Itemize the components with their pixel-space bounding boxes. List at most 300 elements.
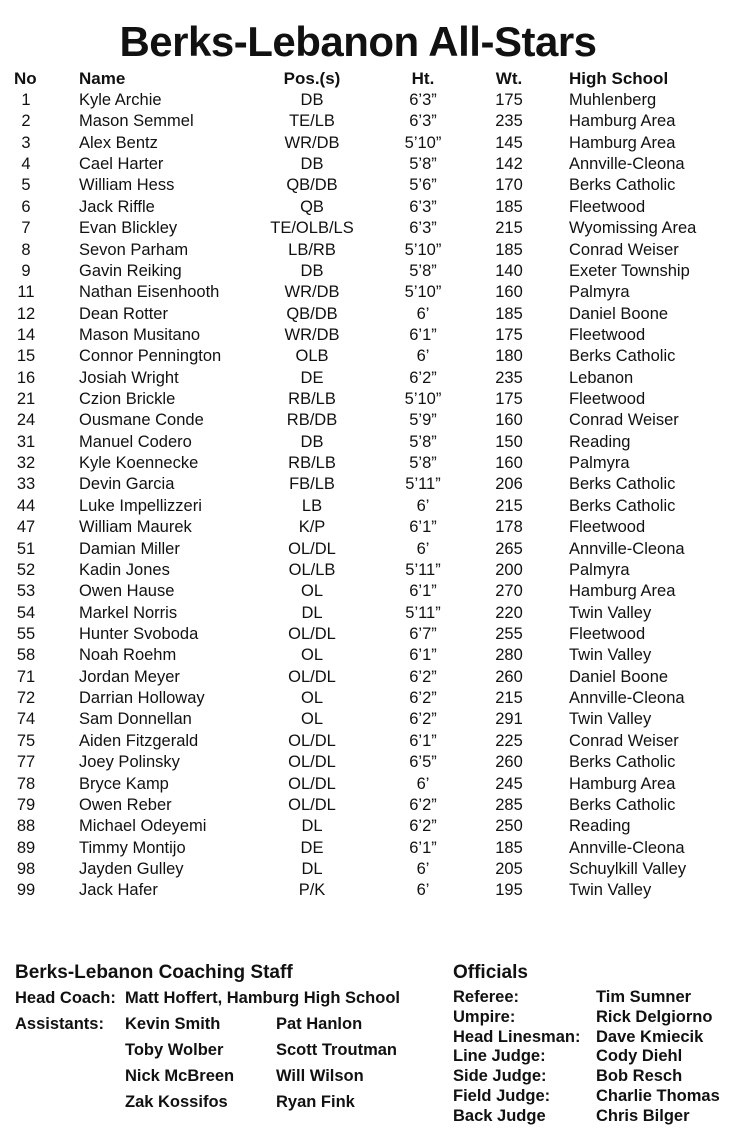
player-weight: 220 bbox=[495, 603, 523, 622]
player-height: 6’1” bbox=[409, 582, 437, 601]
official-row bbox=[453, 1106, 690, 1127]
player-school: Berks Catholic bbox=[569, 496, 676, 515]
player-school: Hamburg Area bbox=[569, 112, 676, 131]
player-name: Cael Harter bbox=[79, 155, 164, 174]
player-position: DE bbox=[300, 838, 324, 857]
player-weight: 215 bbox=[495, 219, 523, 238]
player-school: Muhlenberg bbox=[569, 91, 657, 109]
player-weight: 260 bbox=[495, 753, 523, 772]
player-weight: 205 bbox=[495, 859, 523, 878]
header-pos: Pos.(s) bbox=[283, 69, 341, 88]
table-row bbox=[0, 603, 750, 624]
player-number: 21 bbox=[16, 390, 36, 409]
player-school: Fleetwood bbox=[569, 197, 646, 216]
player-height: 5’10” bbox=[404, 240, 442, 259]
player-number: 15 bbox=[16, 347, 36, 366]
player-height: 6’2” bbox=[409, 667, 437, 686]
official-role: Referee: bbox=[453, 988, 520, 1006]
player-name: Owen Reber bbox=[79, 795, 172, 814]
player-position: DL bbox=[301, 817, 323, 836]
official-role: Umpire: bbox=[453, 1007, 516, 1026]
player-name: Joey Polinsky bbox=[79, 753, 180, 772]
player-school: Schuylkill Valley bbox=[569, 859, 687, 878]
table-row bbox=[0, 111, 750, 132]
player-weight: 180 bbox=[495, 347, 523, 366]
table-row bbox=[0, 197, 750, 218]
player-name: Luke Impellizzeri bbox=[79, 496, 202, 515]
player-name: Mason Semmel bbox=[79, 112, 194, 131]
player-name: Kyle Archie bbox=[79, 91, 162, 109]
player-position: DB bbox=[300, 91, 324, 109]
player-name: Josiah Wright bbox=[79, 368, 179, 387]
player-position: LB/RB bbox=[288, 240, 336, 259]
table-row bbox=[0, 368, 750, 389]
player-weight: 175 bbox=[495, 91, 523, 109]
player-school: Annville-Cleona bbox=[569, 539, 685, 558]
player-height: 6’2” bbox=[409, 795, 437, 814]
player-position: QB bbox=[300, 197, 324, 216]
table-row bbox=[0, 282, 750, 303]
player-weight: 185 bbox=[495, 304, 523, 323]
player-position: OL bbox=[300, 710, 323, 729]
player-weight: 255 bbox=[495, 624, 523, 643]
table-row bbox=[0, 133, 750, 154]
player-school: Daniel Boone bbox=[569, 667, 669, 686]
player-school: Fleetwood bbox=[569, 624, 646, 643]
assistants-label: Assistants: bbox=[15, 1015, 104, 1033]
player-position: K/P bbox=[298, 518, 326, 537]
player-number: 33 bbox=[16, 475, 36, 494]
player-name: Kadin Jones bbox=[79, 560, 170, 579]
player-name: Devin Garcia bbox=[79, 475, 175, 494]
player-number: 99 bbox=[16, 881, 36, 900]
table-row bbox=[0, 154, 750, 175]
player-weight: 206 bbox=[495, 475, 523, 494]
table-row bbox=[0, 304, 750, 325]
player-number: 98 bbox=[16, 859, 36, 878]
player-name: Bryce Kamp bbox=[79, 774, 169, 793]
player-name: Jayden Gulley bbox=[79, 859, 184, 878]
assistant-coach: Pat Hanlon bbox=[276, 1015, 363, 1033]
player-weight: 160 bbox=[495, 411, 523, 430]
player-school: Berks Catholic bbox=[569, 347, 676, 366]
player-position: DL bbox=[301, 603, 323, 622]
player-name: Noah Roehm bbox=[79, 646, 177, 665]
official-role: Side Judge: bbox=[453, 1067, 547, 1086]
player-number: 12 bbox=[16, 304, 36, 323]
player-name: Dean Rotter bbox=[79, 304, 168, 323]
player-school: Palmyra bbox=[569, 283, 630, 302]
player-name: Aiden Fitzgerald bbox=[79, 731, 199, 750]
player-weight: 280 bbox=[495, 646, 523, 665]
player-weight: 185 bbox=[495, 240, 523, 259]
player-school: Annville-Cleona bbox=[569, 838, 685, 857]
table-row bbox=[0, 410, 750, 431]
player-number: 3 bbox=[21, 133, 31, 152]
table-row bbox=[0, 496, 750, 517]
player-name: Sam Donnellan bbox=[79, 710, 192, 729]
officials-list bbox=[453, 988, 720, 1127]
table-row bbox=[0, 346, 750, 367]
player-weight: 160 bbox=[495, 283, 523, 302]
player-number: 1 bbox=[21, 91, 31, 109]
player-school: Fleetwood bbox=[569, 325, 646, 344]
player-height: 6’2” bbox=[409, 689, 437, 708]
player-number: 79 bbox=[16, 795, 36, 814]
table-row bbox=[0, 453, 750, 474]
head-coach-name: Matt Hoffert, Hamburg High School bbox=[125, 989, 400, 1007]
player-weight: 250 bbox=[495, 817, 523, 836]
player-school: Twin Valley bbox=[569, 603, 652, 622]
official-row bbox=[453, 1027, 704, 1048]
player-name: Michael Odeyemi bbox=[79, 817, 207, 836]
table-row bbox=[0, 218, 750, 239]
table-row bbox=[0, 474, 750, 495]
player-name: Czion Brickle bbox=[79, 390, 176, 409]
player-height: 6’ bbox=[416, 304, 430, 323]
player-height: 6’3” bbox=[409, 91, 437, 109]
player-school: Wyomissing Area bbox=[569, 219, 697, 238]
player-school: Daniel Boone bbox=[569, 304, 669, 323]
player-number: 4 bbox=[21, 155, 31, 174]
player-name: William Maurek bbox=[79, 518, 192, 537]
header-no: No bbox=[14, 69, 37, 88]
roster-header-row bbox=[0, 67, 750, 90]
player-weight: 170 bbox=[495, 176, 523, 195]
assistant-coach: Scott Troutman bbox=[276, 1041, 398, 1059]
player-height: 6’2” bbox=[409, 368, 437, 387]
player-number: 8 bbox=[21, 240, 31, 259]
player-weight: 175 bbox=[495, 325, 523, 344]
player-position: OL/DL bbox=[288, 774, 336, 793]
player-school: Hamburg Area bbox=[569, 774, 676, 793]
player-name: Kyle Koennecke bbox=[79, 454, 199, 473]
table-row bbox=[0, 859, 750, 880]
player-position: OL/DL bbox=[288, 795, 336, 814]
player-number: 78 bbox=[16, 774, 36, 793]
official-name: Dave Kmiecik bbox=[596, 1027, 704, 1046]
player-number: 72 bbox=[16, 689, 36, 708]
roster-rows bbox=[0, 90, 750, 902]
table-row bbox=[0, 667, 750, 688]
player-number: 52 bbox=[16, 560, 36, 579]
head-coach-label: Head Coach: bbox=[15, 989, 116, 1007]
player-number: 58 bbox=[16, 646, 36, 665]
official-name: Charlie Thomas bbox=[596, 1086, 720, 1105]
player-name: William Hess bbox=[79, 176, 175, 195]
player-name: Darrian Holloway bbox=[79, 689, 205, 708]
player-number: 2 bbox=[21, 112, 31, 131]
player-position: OL/DL bbox=[288, 539, 336, 558]
player-name: Damian Miller bbox=[79, 539, 180, 558]
player-school: Fleetwood bbox=[569, 518, 646, 537]
table-row bbox=[0, 261, 750, 282]
player-name: Connor Pennington bbox=[79, 347, 222, 366]
staff-title: Berks-Lebanon Coaching Staff bbox=[15, 962, 293, 983]
table-row bbox=[0, 774, 750, 795]
player-weight: 185 bbox=[495, 838, 523, 857]
table-row bbox=[0, 816, 750, 837]
official-role: Line Judge: bbox=[453, 1047, 546, 1066]
table-row bbox=[0, 581, 750, 602]
player-number: 53 bbox=[16, 582, 36, 601]
player-weight: 185 bbox=[495, 197, 523, 216]
player-height: 5’11” bbox=[405, 475, 441, 494]
assistant-coach: Will Wilson bbox=[276, 1067, 364, 1085]
player-height: 6’7” bbox=[409, 624, 437, 643]
player-height: 6’3” bbox=[409, 112, 437, 131]
player-weight: 260 bbox=[495, 667, 523, 686]
player-name: Mason Musitano bbox=[79, 325, 201, 344]
player-number: 44 bbox=[16, 496, 36, 515]
player-school: Twin Valley bbox=[569, 881, 652, 900]
assistant-coach: Toby Wolber bbox=[125, 1041, 224, 1059]
player-weight: 142 bbox=[495, 155, 523, 174]
official-row bbox=[453, 988, 692, 1008]
official-name: Bob Resch bbox=[596, 1067, 683, 1086]
player-name: Gavin Reiking bbox=[79, 261, 182, 280]
player-position: WR/DB bbox=[284, 325, 340, 344]
player-height: 6’ bbox=[416, 496, 430, 515]
player-school: Conrad Weiser bbox=[569, 731, 679, 750]
page-title: Berks-Lebanon All-Stars bbox=[119, 18, 597, 65]
assistant-coach: Kevin Smith bbox=[125, 1015, 221, 1033]
player-school: Lebanon bbox=[569, 368, 634, 387]
player-height: 6’2” bbox=[409, 817, 437, 836]
player-position: OL bbox=[300, 582, 323, 601]
table-row bbox=[0, 90, 750, 111]
table-row bbox=[0, 389, 750, 410]
player-weight: 285 bbox=[495, 795, 523, 814]
player-number: 6 bbox=[21, 197, 31, 216]
player-number: 32 bbox=[16, 454, 36, 473]
player-number: 47 bbox=[16, 518, 36, 537]
player-school: Exeter Township bbox=[569, 261, 690, 280]
player-name: Sevon Parham bbox=[79, 240, 189, 259]
player-name: Ousmane Conde bbox=[79, 411, 204, 430]
table-row bbox=[0, 752, 750, 773]
player-position: LB bbox=[301, 496, 323, 515]
player-position: FB/LB bbox=[289, 475, 335, 494]
player-weight: 225 bbox=[495, 731, 523, 750]
table-row bbox=[0, 838, 750, 859]
player-position: OL bbox=[300, 646, 323, 665]
player-name: Alex Bentz bbox=[79, 133, 158, 152]
player-position: WR/DB bbox=[284, 283, 340, 302]
official-role: Head Linesman: bbox=[453, 1027, 581, 1046]
official-row bbox=[453, 1067, 683, 1087]
player-name: Markel Norris bbox=[79, 603, 178, 622]
player-position: TE/OLB/LS bbox=[270, 219, 354, 238]
player-position: OL bbox=[300, 689, 323, 708]
player-weight: 160 bbox=[495, 454, 523, 473]
player-height: 5’8” bbox=[409, 155, 437, 174]
official-row bbox=[453, 1047, 683, 1067]
table-row bbox=[0, 539, 750, 560]
player-position: DL bbox=[301, 859, 323, 878]
player-position: OL/DL bbox=[288, 753, 336, 772]
player-weight: 235 bbox=[495, 368, 523, 387]
player-school: Conrad Weiser bbox=[569, 411, 679, 430]
player-weight: 175 bbox=[495, 390, 523, 409]
official-name: Tim Sumner bbox=[596, 988, 692, 1006]
table-row bbox=[0, 175, 750, 196]
player-height: 6’ bbox=[416, 881, 430, 900]
player-school: Reading bbox=[569, 432, 631, 451]
header-name: Name bbox=[79, 69, 126, 88]
player-school: Hamburg Area bbox=[569, 133, 676, 152]
player-position: RB/LB bbox=[288, 390, 336, 409]
player-number: 16 bbox=[16, 368, 36, 387]
player-height: 6’3” bbox=[409, 197, 437, 216]
player-number: 77 bbox=[16, 753, 36, 772]
player-school: Berks Catholic bbox=[569, 795, 676, 814]
player-number: 24 bbox=[16, 411, 36, 430]
player-school: Annville-Cleona bbox=[569, 689, 685, 708]
player-position: P/K bbox=[298, 881, 326, 900]
official-row bbox=[453, 1007, 713, 1028]
player-number: 7 bbox=[21, 219, 31, 238]
player-position: RB/LB bbox=[288, 454, 336, 473]
player-height: 6’1” bbox=[409, 731, 437, 750]
player-height: 6’1” bbox=[409, 325, 437, 344]
table-row bbox=[0, 688, 750, 709]
player-school: Twin Valley bbox=[569, 710, 652, 729]
player-weight: 245 bbox=[495, 774, 523, 793]
player-number: 88 bbox=[16, 817, 36, 836]
player-number: 74 bbox=[16, 710, 36, 729]
player-school: Conrad Weiser bbox=[569, 240, 679, 259]
table-row bbox=[0, 709, 750, 730]
player-weight: 178 bbox=[495, 518, 523, 537]
player-school: Berks Catholic bbox=[569, 475, 676, 494]
player-school: Palmyra bbox=[569, 454, 630, 473]
player-height: 6’1” bbox=[409, 646, 437, 665]
player-weight: 195 bbox=[495, 881, 523, 900]
player-name: Manuel Codero bbox=[79, 432, 192, 451]
player-number: 75 bbox=[16, 731, 36, 750]
player-name: Timmy Montijo bbox=[79, 838, 186, 857]
player-number: 11 bbox=[17, 283, 35, 302]
player-school: Berks Catholic bbox=[569, 176, 676, 195]
table-row bbox=[0, 880, 750, 901]
header-ht: Ht. bbox=[411, 69, 435, 88]
player-school: Hamburg Area bbox=[569, 582, 676, 601]
player-height: 6’1” bbox=[409, 838, 437, 857]
player-number: 31 bbox=[16, 432, 36, 451]
player-number: 71 bbox=[16, 667, 36, 686]
player-weight: 150 bbox=[495, 432, 523, 451]
player-school: Palmyra bbox=[569, 560, 630, 579]
player-number: 9 bbox=[21, 261, 31, 280]
player-position: OLB bbox=[295, 347, 329, 366]
player-height: 5’11” bbox=[405, 560, 441, 579]
player-name: Jordan Meyer bbox=[79, 667, 180, 686]
player-weight: 265 bbox=[495, 539, 523, 558]
player-position: OL/DL bbox=[288, 731, 336, 750]
player-number: 51 bbox=[16, 539, 36, 558]
player-name: Evan Blickley bbox=[79, 219, 178, 238]
player-number: 54 bbox=[16, 603, 36, 622]
assistant-coach: Nick McBreen bbox=[125, 1067, 235, 1085]
table-row bbox=[0, 645, 750, 666]
header-school: High School bbox=[569, 69, 669, 88]
table-row bbox=[0, 731, 750, 752]
player-name: Hunter Svoboda bbox=[79, 624, 199, 643]
player-school: Berks Catholic bbox=[569, 753, 676, 772]
table-row bbox=[0, 432, 750, 453]
player-weight: 200 bbox=[495, 560, 523, 579]
player-position: DE bbox=[300, 368, 324, 387]
player-position: QB/DB bbox=[286, 304, 338, 323]
player-number: 89 bbox=[16, 838, 36, 857]
player-position: RB/DB bbox=[286, 411, 338, 430]
player-height: 6’3” bbox=[409, 219, 437, 238]
player-name: Jack Hafer bbox=[79, 881, 158, 900]
player-height: 6’ bbox=[416, 774, 430, 793]
player-number: 55 bbox=[16, 624, 36, 643]
table-row bbox=[0, 560, 750, 581]
player-position: WR/DB bbox=[284, 133, 340, 152]
player-height: 6’5” bbox=[409, 753, 437, 772]
player-height: 6’2” bbox=[409, 710, 437, 729]
player-height: 5’8” bbox=[409, 454, 437, 473]
player-weight: 235 bbox=[495, 112, 523, 131]
player-height: 6’ bbox=[416, 347, 430, 366]
player-height: 6’1” bbox=[409, 518, 437, 537]
player-weight: 140 bbox=[495, 261, 523, 280]
table-row bbox=[0, 517, 750, 538]
table-row bbox=[0, 795, 750, 816]
assistant-coach: Zak Kossifos bbox=[125, 1093, 228, 1111]
player-height: 5’9” bbox=[409, 411, 437, 430]
table-row bbox=[0, 240, 750, 261]
player-height: 5’8” bbox=[409, 261, 437, 280]
officials-section bbox=[453, 960, 720, 1127]
player-position: DB bbox=[300, 432, 324, 451]
player-school: Fleetwood bbox=[569, 390, 646, 409]
player-height: 5’8” bbox=[409, 432, 437, 451]
player-weight: 145 bbox=[495, 133, 523, 152]
player-height: 5’11” bbox=[405, 603, 441, 622]
official-role: Field Judge: bbox=[453, 1086, 551, 1105]
table-row bbox=[0, 624, 750, 645]
player-name: Owen Hause bbox=[79, 582, 175, 601]
player-height: 5’10” bbox=[404, 133, 442, 152]
player-position: DB bbox=[300, 261, 324, 280]
table-row bbox=[0, 325, 750, 346]
officials-title: Officials bbox=[453, 962, 528, 983]
player-position: QB/DB bbox=[286, 176, 338, 195]
player-position: OL/LB bbox=[288, 560, 336, 579]
player-school: Twin Valley bbox=[569, 646, 652, 665]
player-weight: 215 bbox=[495, 689, 523, 708]
official-name: Rick Delgiorno bbox=[596, 1007, 713, 1026]
assistant-coach: Ryan Fink bbox=[276, 1093, 355, 1111]
player-school: Reading bbox=[569, 817, 631, 836]
player-number: 5 bbox=[21, 176, 31, 195]
player-position: OL/DL bbox=[288, 667, 336, 686]
player-name: Jack Riffle bbox=[79, 197, 155, 216]
roster-table bbox=[0, 67, 750, 902]
official-name: Cody Diehl bbox=[596, 1047, 683, 1066]
player-position: DB bbox=[300, 155, 324, 174]
player-number: 14 bbox=[16, 325, 36, 344]
player-weight: 215 bbox=[495, 496, 523, 515]
player-height: 5’6” bbox=[409, 176, 437, 195]
player-height: 6’ bbox=[416, 859, 430, 878]
player-height: 6’ bbox=[416, 539, 430, 558]
